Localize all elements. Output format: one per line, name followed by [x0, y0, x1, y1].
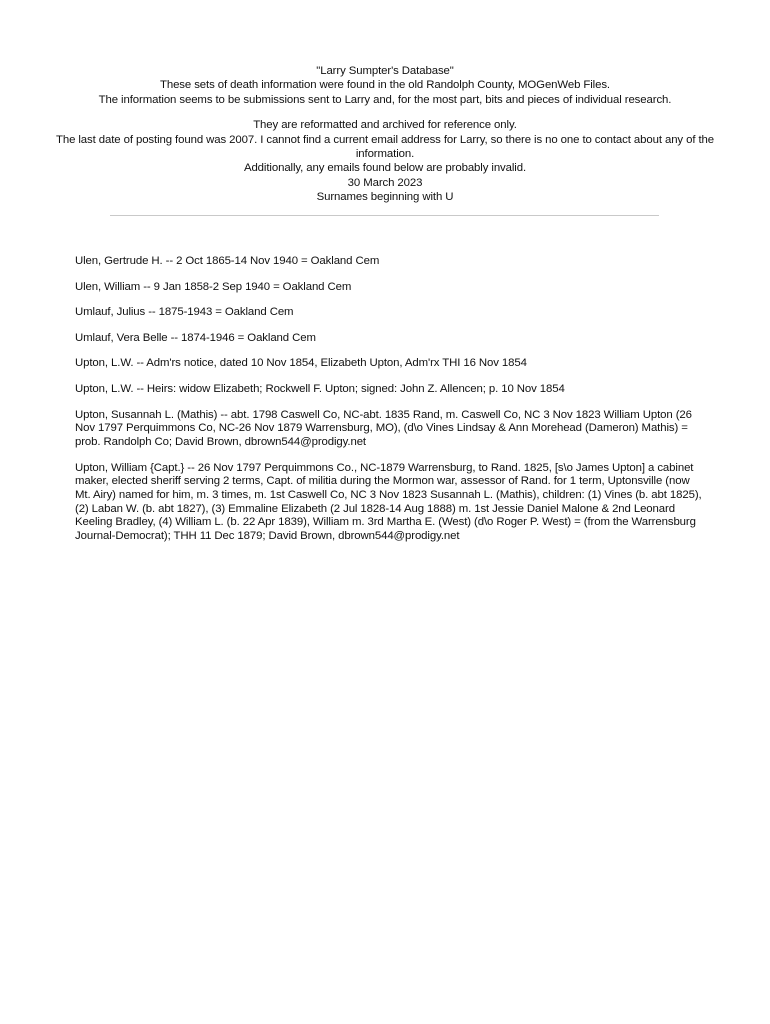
intro-line-source: These sets of death information were found in the old Randolph County, MOGenWeb Files. [159, 79, 611, 92]
archive-date: 30 March 2023 [347, 176, 423, 189]
intro-line-archived: They are reformatted and archived for reference only. [253, 119, 517, 132]
record-entry: Upton, Susannah L. (Mathis) -- abt. 1798 Caswell Co, NC-abt. 1835 Rand, m. Caswell Co, NC 3 Nov 1823 William Upton (26 Nov 1797 Perquimmons Co, NC-26 Nov 1879 Warrensburg, MO), (d\o Vines Lindsay & Ann Morehead (Dameron) Mathis) = prob. Randolph Co; David Brown, dbrown544@prodigy.net [75, 408, 692, 448]
intro-line-submissions: The information seems to be submissions sent to Larry and, for the most part, bits and pieces of individual research. [98, 93, 672, 106]
record-entry: Umlauf, Julius -- 1875-1943 = Oakland Cem [75, 306, 294, 319]
death-records-list [75, 255, 707, 556]
intro-line-last-posting: The last date of posting found was 2007. I cannot find a current email address for Larry, so there is no one to contact about any of the information. [55, 133, 714, 161]
record-entry: Upton, L.W. -- Heirs: widow Elizabeth; Rockwell F. Upton; signed: John Z. Allencen; p. 10 Nov 1854 [75, 382, 565, 395]
record-entry: Ulen, Gertrude H. -- 2 Oct 1865-14 Nov 1940 = Oakland Cem [75, 255, 380, 267]
record-entry: Upton, L.W. -- Adm'rs notice, dated 10 Nov 1854, Elizabeth Upton, Adm'rx THI 16 Nov 1854 [75, 357, 527, 370]
record-entry: Ulen, William -- 9 Jan 1858-2 Sep 1940 = Oakland Cem [75, 280, 352, 293]
surnames-heading: Surnames beginning with U [316, 191, 454, 204]
database-title: "Larry Sumpter's Database" [316, 65, 454, 77]
document-header [40, 64, 730, 205]
intro-line-emails: Additionally, any emails found below are probably invalid. [243, 162, 527, 175]
record-entry: Umlauf, Vera Belle -- 1874-1946 = Oakland Cem [75, 331, 316, 344]
header-spacer [40, 107, 730, 118]
header-divider [110, 215, 659, 216]
record-entry: Upton, William {Capt.} -- 26 Nov 1797 Perquimmons Co., NC-1879 Warrensburg, to Rand. 1825, [s\o James Upton] a cabinet maker, elected sheriff serving 2 terms, Capt. of militia during the Mormon war, assessor of Rand. for 1 term, Uptonsville (now Mt. Airy) named for him, m. 3 times, m. 1st Caswell Co, NC 3 Nov 1823 Susannah L. (Mathis), children: (1) Vines (b. abt 1825), (2) Laban W. (b. abt 1827), (3) Emmaline Elizabeth (2 Jul 1828-14 Aug 1888) m. 1st Jessie Daniel Malone & 2nd Leonard Keeling Bradley, (4) William L. (b. 22 Apr 1839), William m. 3rd Martha E. (West) (d\o Roger P. West) = (from the Warrensburg Journal-Democrat); THH 11 Dec 1879; David Brown, dbrown544@prodigy.net [75, 461, 702, 543]
